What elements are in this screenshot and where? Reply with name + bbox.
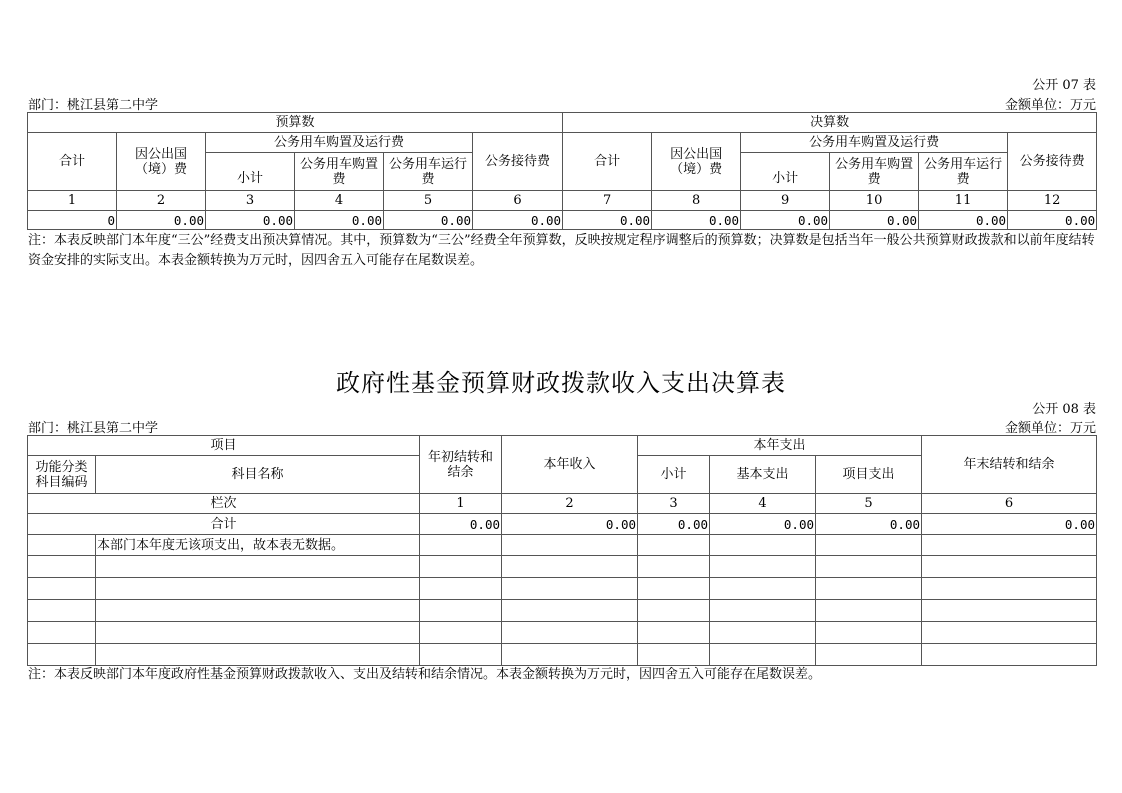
table-row [28, 535, 1097, 556]
col-number: 12 [1008, 191, 1097, 211]
carry-begin-header: 年初结转和结余 [420, 436, 502, 494]
total-value: 0.00 [638, 514, 710, 535]
col-number: 6 [473, 191, 563, 211]
table-row [28, 600, 1097, 622]
col-label: 栏次 [28, 494, 420, 514]
value-cell: 0.00 [295, 211, 384, 230]
subtotal-header: 小计 [638, 456, 710, 494]
col-number: 6 [922, 494, 1097, 514]
basic-header: 基本支出 [710, 456, 816, 494]
total-value: 0.00 [922, 514, 1097, 535]
final-header: 决算数 [563, 113, 1097, 133]
final-vehicle-header: 公务用车购置及运行费 [741, 133, 1008, 153]
budget-purchase-header: 公务用车购置费 [295, 153, 384, 191]
col-number: 2 [502, 494, 638, 514]
col-number: 10 [830, 191, 919, 211]
col-number: 7 [563, 191, 652, 211]
expense-header: 本年支出 [638, 436, 922, 456]
budget-reception-header: 公务接待费 [473, 133, 563, 191]
department-label: 部门：桃江县第二中学 [28, 98, 159, 113]
final-subtotal-header: 小计 [741, 153, 830, 191]
final-purchase-header: 公务用车购置费 [830, 153, 919, 191]
final-abroad-header: 因公出国（境）费 [652, 133, 741, 191]
department-label: 部门：桃江县第二中学 [28, 421, 159, 436]
total-value: 0.00 [816, 514, 922, 535]
value-cell: 0.00 [473, 211, 563, 230]
unit-label: 金额单位：万元 [1004, 421, 1096, 436]
col-number: 1 [28, 191, 117, 211]
col-number: 9 [741, 191, 830, 211]
value-cell: 0.00 [1008, 211, 1097, 230]
total-row [28, 514, 1097, 535]
budget-header: 预算数 [28, 113, 563, 133]
value-cell: 0.00 [830, 211, 919, 230]
total-value: 0.00 [420, 514, 502, 535]
total-label: 合计 [28, 514, 420, 535]
final-operate-header: 公务用车运行费 [919, 153, 1008, 191]
value-cell: 0.00 [741, 211, 830, 230]
col-number: 4 [710, 494, 816, 514]
budget-subtotal-header: 小计 [206, 153, 295, 191]
table-07-note: 注：本表反映部门本年度“三公”经费支出预决算情况。其中，预算数为“三公”经费全年预算数，反映按规定程序调整后的预算数；决算数是包括当年一般公共预算财政拨款和以前年度结转资金安排的实际支出。本表金额转换为万元时，因四舍五入可能存在尾数误差。 [28, 233, 1095, 268]
item-header: 项目 [28, 436, 420, 456]
col-number: 5 [816, 494, 922, 514]
table-row [28, 556, 1097, 578]
empty-message: 本部门本年度无该项支出，故本表无数据。 [96, 535, 420, 556]
table-row [28, 644, 1097, 666]
total-value: 0.00 [710, 514, 816, 535]
value-cell: 0.00 [563, 211, 652, 230]
carry-end-header: 年末结转和结余 [922, 436, 1097, 494]
value-cell: 0.00 [206, 211, 295, 230]
final-total-header: 合计 [563, 133, 652, 191]
page-title: 政府性基金预算财政拨款收入支出决算表 [336, 369, 786, 397]
table-number-08: 公开 08 表 [1032, 402, 1096, 417]
budget-total-header: 合计 [28, 133, 117, 191]
three-public-expenses-table [27, 112, 1097, 230]
col-number: 2 [117, 191, 206, 211]
total-value: 0.00 [502, 514, 638, 535]
value-cell: 0.00 [652, 211, 741, 230]
income-header: 本年收入 [502, 436, 638, 494]
budget-vehicle-header: 公务用车购置及运行费 [206, 133, 473, 153]
col-number: 11 [919, 191, 1008, 211]
table-row [28, 622, 1097, 644]
value-cell: 0.00 [117, 211, 206, 230]
table-row [28, 578, 1097, 600]
final-reception-header: 公务接待费 [1008, 133, 1097, 191]
col-number: 3 [206, 191, 295, 211]
table-number-07: 公开 07 表 [1032, 78, 1096, 93]
subject-header: 科目名称 [96, 456, 420, 494]
budget-abroad-header: 因公出国（境）费 [117, 133, 206, 191]
budget-operate-header: 公务用车运行费 [384, 153, 473, 191]
unit-label: 金额单位：万元 [1004, 98, 1096, 113]
func-code-header: 功能分类科目编码 [28, 456, 96, 494]
col-number: 5 [384, 191, 473, 211]
col-number: 1 [420, 494, 502, 514]
value-cell: 0.00 [919, 211, 1008, 230]
project-header: 项目支出 [816, 456, 922, 494]
col-number: 4 [295, 191, 384, 211]
table-08-note: 注：本表反映部门本年度政府性基金预算财政拨款收入、支出及结转和结余情况。本表金额转换为万元时，因四舍五入可能存在尾数误差。 [28, 667, 822, 682]
col-number: 8 [652, 191, 741, 211]
value-cell: 0.00 [384, 211, 473, 230]
government-fund-table [27, 435, 1097, 666]
value-cell: 0 [28, 211, 117, 230]
col-number: 3 [638, 494, 710, 514]
